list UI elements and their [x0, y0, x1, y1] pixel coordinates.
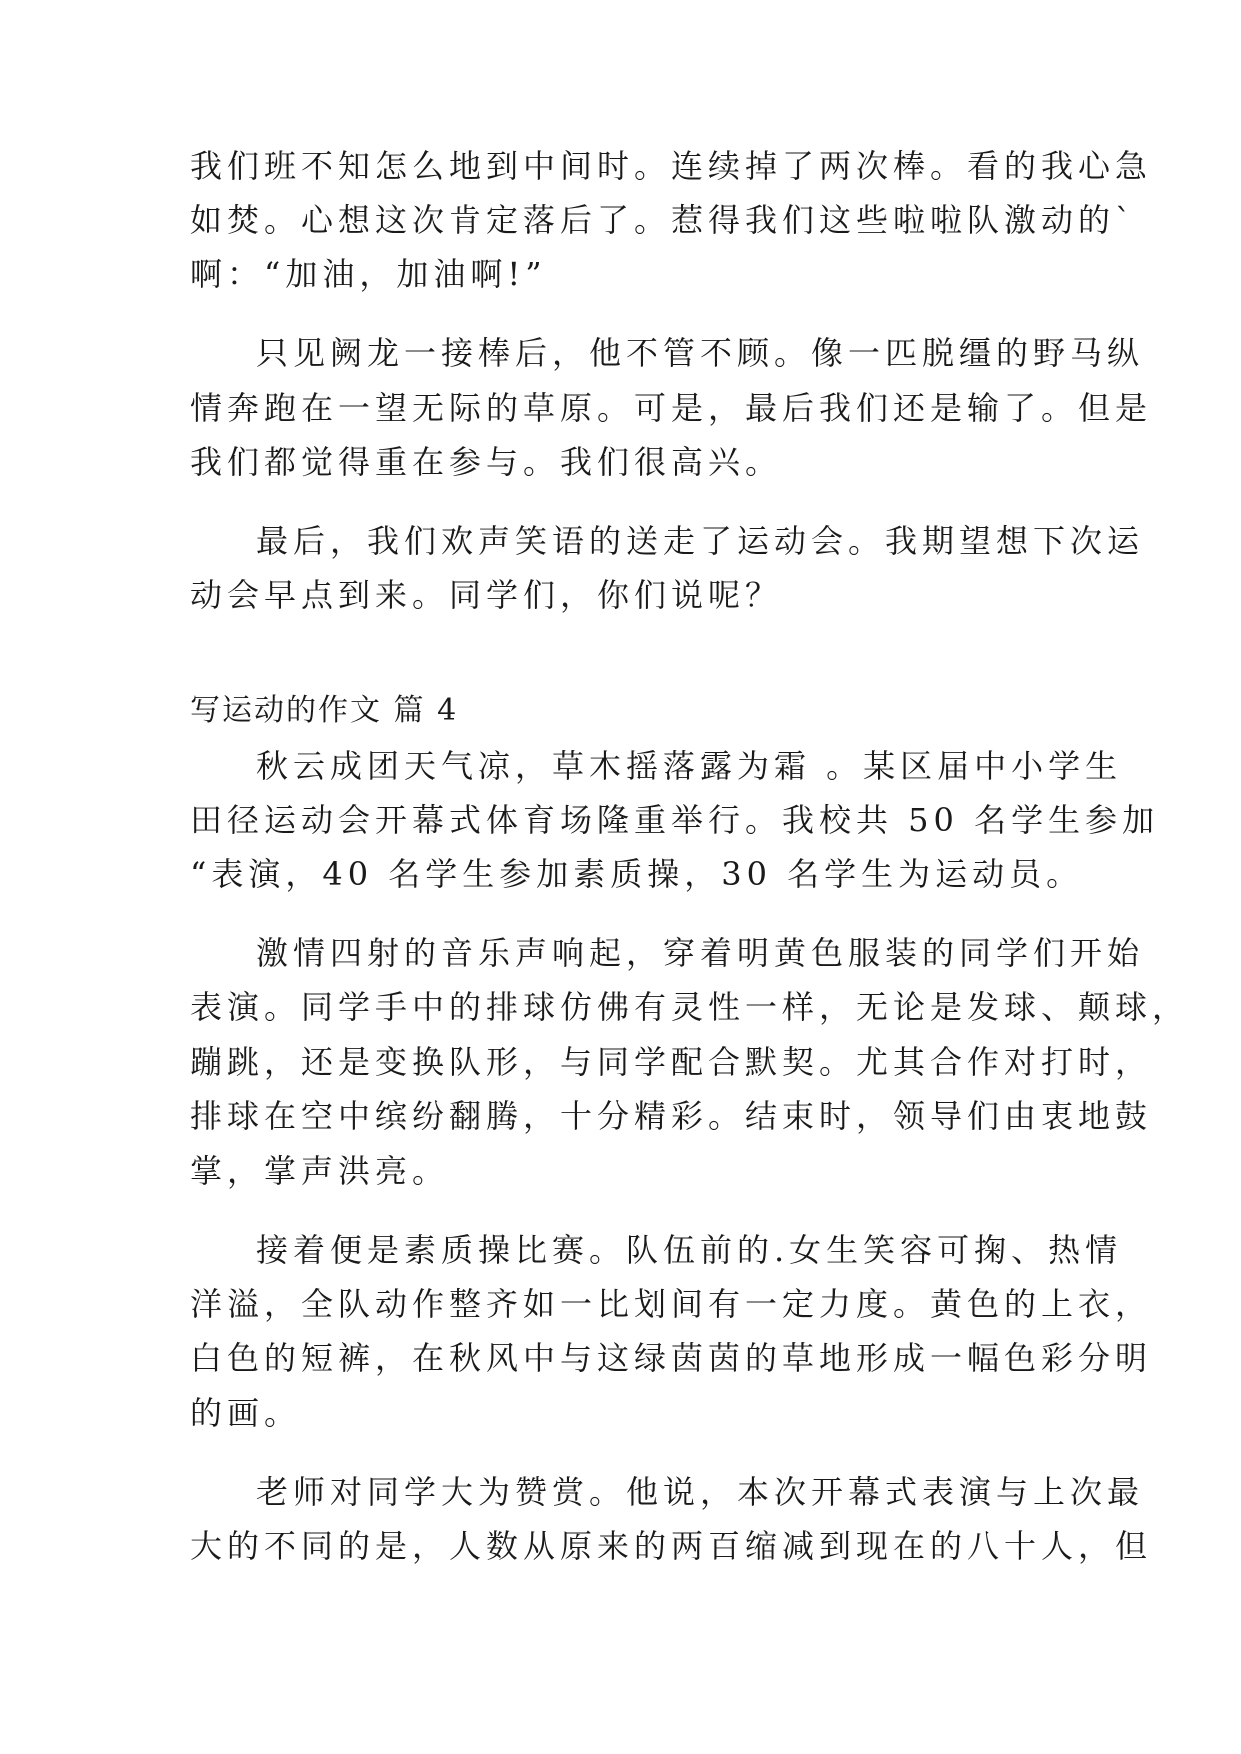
paragraph-line: 啊：“加油，加油啊!” [190, 255, 547, 293]
paragraph-line: 我们班不知怎么地到中间时。连续掉了两次棒。看的我心急 [190, 147, 1153, 185]
paragraph-line: 秋云成团天气凉，草木摇落露为霜 。某区届中小学生 [256, 747, 1123, 785]
paragraph-line: 动会早点到来。同学们，你们说呢？ [190, 576, 783, 614]
paragraph-line: 白色的短裤，在秋风中与这绿茵茵的草地形成一幅色彩分明 [190, 1339, 1153, 1377]
paragraph-line: 掌，掌声洪亮。 [190, 1152, 450, 1190]
paragraph-line: 我们都觉得重在参与。我们很高兴。 [190, 443, 783, 481]
paragraph-line: 排球在空中缤纷翻腾，十分精彩。结束时，领导们由衷地鼓 [190, 1097, 1153, 1135]
paragraph-line: 表演。同学手中的排球仿佛有灵性一样，无论是发球、颠球， [190, 988, 1190, 1026]
paragraph-line: 情奔跑在一望无际的草原。可是，最后我们还是输了。但是 [190, 389, 1153, 427]
paragraph-line: 如焚。心想这次肯定落后了。惹得我们这些啦啦队激动的` [190, 201, 1137, 239]
paragraph-line: 最后，我们欢声笑语的送走了运动会。我期望想下次运 [256, 522, 1145, 560]
paragraph-line: 只见阙龙一接棒后，他不管不顾。像一匹脱缰的野马纵 [256, 334, 1145, 372]
paragraph-line: “表演，40 名学生参加素质操，30 名学生为运动员。 [190, 855, 1084, 893]
paragraph-line: 老师对同学大为赞赏。他说，本次开幕式表演与上次最 [256, 1473, 1145, 1511]
paragraph-line: 大的不同的是，人数从原来的两百缩减到现在的八十人，但 [190, 1527, 1153, 1565]
paragraph-line: 接着便是素质操比赛。队伍前的.女生笑容可掬、热情 [256, 1231, 1123, 1269]
paragraph-line: 蹦跳，还是变换队形，与同学配合默契。尤其合作对打时， [190, 1043, 1153, 1081]
paragraph-line: 激情四射的音乐声响起，穿着明黄色服装的同学们开始 [256, 934, 1145, 972]
paragraph-line: 田径运动会开幕式体育场隆重举行。我校共 50 名学生参加 [190, 801, 1160, 839]
section-heading: 写运动的作文 篇 4 [190, 693, 459, 728]
paragraph-line: 的画。 [190, 1394, 302, 1432]
paragraph-line: 洋溢，全队动作整齐如一比划间有一定力度。黄色的上衣， [190, 1285, 1153, 1323]
